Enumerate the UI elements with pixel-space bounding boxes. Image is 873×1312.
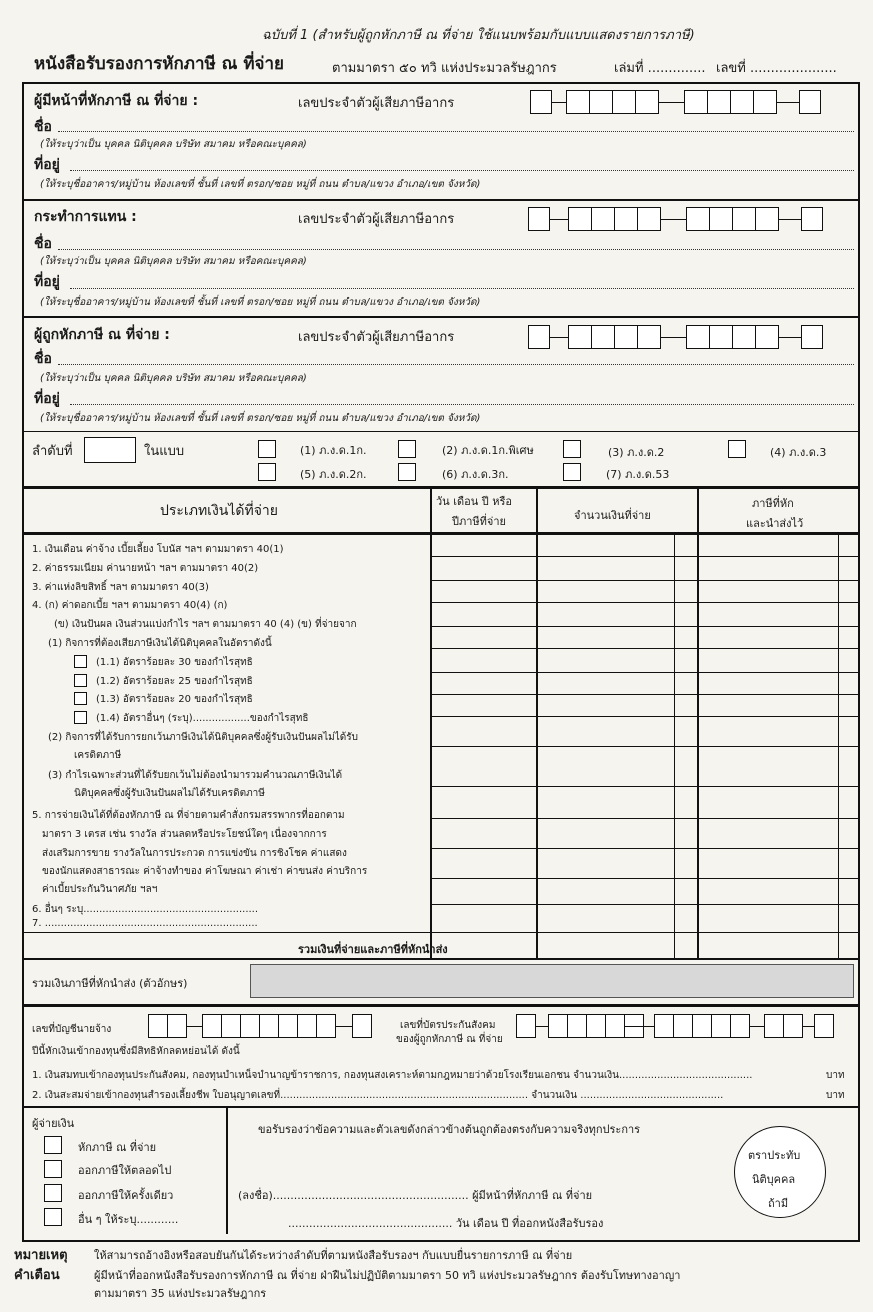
income-row: เครดิตภาษี (74, 750, 122, 761)
income-row: 3. ค่าแห่งลิขสิทธิ์ ฯลฯ ตามมาตรา 40(3) (32, 582, 209, 593)
total-words-label: รวมเงินภาษีที่หักนำส่ง (ตัวอักษร) (32, 977, 188, 990)
signature-line[interactable]: (ลงชื่อ)........................................................ ผู้มีหน้าที่หักภาษี ณ ที่จ่าย (238, 1189, 593, 1202)
stamp-text: นิติบุคคล (752, 1173, 796, 1186)
note-label: หมายเหตุ (14, 1248, 68, 1263)
form-option-label: (4) ภ.ง.ด.3 (770, 446, 827, 459)
form-option-label: (6) ภ.ง.ด.3ก. (442, 468, 509, 481)
name-field[interactable] (58, 249, 854, 250)
social-security-label-2: ของผู้ถูกหักภาษี ณ ที่จ่าย (396, 1034, 503, 1045)
col-amount-header: จำนวนเงินที่จ่าย (574, 509, 651, 522)
income-row: (3) กำไรเฉพาะส่วนที่ได้รับยกเว้นไม่ต้องนำมารวมคำนวณภาษีเงินได้ (48, 770, 343, 781)
payer-option-checkbox[interactable] (44, 1208, 62, 1226)
form-option-checkbox[interactable] (398, 463, 416, 481)
name-hint: (ให้ระบุว่าเป็น บุคคล นิติบุคคล บริษัท สมาคม หรือคณะบุคคล) (40, 256, 307, 267)
income-row: (1) กิจการที่ต้องเสียภาษีเงินได้นิติบุคคลในอัตราดังนี้ (48, 638, 272, 649)
sequence-label: ลำดับที่ (32, 444, 73, 459)
address-field[interactable] (70, 170, 854, 171)
form-option-checkbox[interactable] (258, 440, 276, 458)
rate-checkbox[interactable] (74, 674, 87, 687)
payer-option-label: ออกภาษีให้ครั้งเดียว (78, 1189, 174, 1202)
col-type-header: ประเภทเงินได้ที่จ่าย (160, 503, 278, 519)
warning-text-2: ตามมาตรา 35 แห่งประมวลรัษฎากร (94, 1287, 267, 1300)
rate-checkbox[interactable] (74, 711, 87, 724)
rate-checkbox[interactable] (74, 655, 87, 668)
in-form-label: ในแบบ (144, 444, 185, 459)
tax-id-label: เลขประจำตัวผู้เสียภาษีอากร (298, 330, 455, 345)
note-text: ให้สามารถอ้างอิงหรือสอบยันกันได้ระหว่างลำดับที่ตามหนังสือรับรองฯ กับแบบยื่นรายการภาษี ณ ที่จ่าย (94, 1249, 573, 1262)
form-option-checkbox[interactable] (563, 463, 581, 481)
address-hint: (ให้ระบุชื่ออาคาร/หมู่บ้าน ห้องเลขที่ ชั้นที่ เลขที่ ตรอก/ซอย หมู่ที่ ถนน ตำบล/แขวง อำเภอ/เขต จังหวัด) (40, 297, 481, 308)
copy-note: ฉบับที่ 1 (สำหรับผู้ถูกหักภาษี ณ ที่จ่าย ใช้แนบพร้อมกับแบบแสดงรายการภาษี) (262, 28, 695, 43)
payer-option-checkbox[interactable] (44, 1160, 62, 1178)
funds-intro: ปีนี้หักเงินเข้ากองทุนซึ่งมีสิทธิหักลดหย่อนได้ ดังนี้ (32, 1046, 240, 1057)
address-field[interactable] (70, 288, 854, 289)
form-option-checkbox[interactable] (563, 440, 581, 458)
form-option-checkbox[interactable] (258, 463, 276, 481)
baht-label: บาท (826, 1070, 845, 1081)
income-row: 2. ค่าธรรมเนียม ค่านายหน้า ฯลฯ ตามมาตรา 40(2) (32, 563, 259, 574)
payer-option-checkbox[interactable] (44, 1184, 62, 1202)
income-row: ของนักแสดงสาธารณะ ค่าจ้างทำของ ค่าโฆษณา ค่าเช่า ค่าขนส่ง ค่าบริการ (42, 866, 368, 877)
form-option-checkbox[interactable] (398, 440, 416, 458)
warning-label: คำเตือน (14, 1268, 60, 1283)
income-row: 6. อื่นๆ ระบุ....................................................... (32, 904, 259, 915)
fund-line-2: 2. เงินสะสมจ่ายเข้ากองทุนสำรองเลี้ยงชีพ ใบอนุญาตเลขที่.............................................................................. จำนวนเงิน ............................................. (32, 1090, 724, 1101)
form-option-label: (7) ภ.ง.ด.53 (606, 468, 670, 481)
stamp-text: ตราประทับ (748, 1149, 801, 1162)
doc-number-field[interactable]: เลขที่ ..................... (716, 61, 837, 76)
name-hint: (ให้ระบุว่าเป็น บุคคล นิติบุคคล บริษัท สมาคม หรือคณะบุคคล) (40, 139, 307, 150)
social-security-label: เลขที่บัตรประกันสังคม (400, 1020, 496, 1031)
income-row: ค่าเบี้ยประกันวินาศภัย ฯลฯ (42, 884, 158, 895)
rate-checkbox[interactable] (74, 692, 87, 705)
income-row: (1.1) อัตราร้อยละ 30 ของกำไรสุทธิ (96, 657, 253, 668)
book-number-field[interactable]: เล่มที่ .............. (614, 61, 706, 76)
col-tax-header-2: และนำส่งไว้ (746, 517, 804, 530)
income-row: 1. เงินเดือน ค่าจ้าง เบี้ยเลี้ยง โบนัส ฯลฯ ตามมาตรา 40(1) (32, 544, 284, 555)
section-title: ผู้ถูกหักภาษี ณ ที่จ่าย : (34, 327, 170, 343)
law-reference: ตามมาตรา ๕๐ ทวิ แห่งประมวลรัษฎากร (332, 61, 557, 76)
form-option-checkbox[interactable] (728, 440, 746, 458)
baht-label: บาท (826, 1090, 845, 1101)
income-row: (ข) เงินปันผล เงินส่วนแบ่งกำไร ฯลฯ ตามมาตรา 40 (4) (ข) ที่จ่ายจาก (54, 619, 357, 630)
tax-id-label: เลขประจำตัวผู้เสียภาษีอากร (298, 96, 455, 111)
certify-text: ขอรับรองว่าข้อความและตัวเลขดังกล่าวข้างต้นถูกต้องตรงกับความจริงทุกประการ (258, 1123, 641, 1136)
payer-title: ผู้จ่ายเงิน (32, 1117, 75, 1130)
income-row: (1.2) อัตราร้อยละ 25 ของกำไรสุทธิ (96, 676, 253, 687)
warning-text: ผู้มีหน้าที่ออกหนังสือรับรองการหักภาษี ณ ที่จ่าย ฝ่าฝืนไม่ปฏิบัติตามมาตรา 50 ทวิ แห่งประมวลรัษฎากร ต้องรับโทษทางอาญา (94, 1269, 681, 1282)
name-label: ชื่อ (34, 351, 52, 367)
income-row: 7. ................................................................... (32, 918, 258, 929)
address-label: ที่อยู่ (34, 391, 60, 407)
fund-line-1: 1. เงินสมทบเข้ากองทุนประกันสังคม, กองทุนบำเหน็จบำนาญข้าราชการ, กองทุนสงเคราะห์ตามกฎหมายว่าด้วยโรงเรียนเอกชน จำนวนเงิน.......................................... (32, 1070, 753, 1081)
income-row: ส่งเสริมการขาย รางวัลในการประกวด การแข่งขัน การชิงโชค ค่าแสดง (42, 848, 347, 859)
form-option-label: (5) ภ.ง.ด.2ก. (300, 468, 367, 481)
income-row: มาตรา 3 เตรส เช่น รางวัล ส่วนลดหรือประโยชน์ใดๆ เนื่องจากการ (42, 829, 327, 840)
payer-option-checkbox[interactable] (44, 1136, 62, 1154)
income-row: (1.3) อัตราร้อยละ 20 ของกำไรสุทธิ (96, 694, 253, 705)
income-row: (2) กิจการที่ได้รับการยกเว้นภาษีเงินได้นิติบุคคลซึ่งผู้รับเงินปันผลไม่ได้รับ (48, 732, 359, 743)
name-label: ชื่อ (34, 119, 52, 135)
payer-option-label: ออกภาษีให้ตลอดไป (78, 1164, 172, 1177)
name-field[interactable] (58, 364, 854, 365)
employer-account-label: เลขที่บัญชีนายจ้าง (32, 1024, 112, 1035)
form-option-label: (3) ภ.ง.ด.2 (608, 446, 665, 459)
form-option-label: (1) ภ.ง.ด.1ก. (300, 444, 367, 457)
name-hint: (ให้ระบุว่าเป็น บุคคล นิติบุคคล บริษัท สมาคม หรือคณะบุคคล) (40, 373, 307, 384)
issue-date-line[interactable]: ............................................... วัน เดือน ปี ที่ออกหนังสือรับรอง (288, 1217, 604, 1230)
payer-option-label: อื่น ๆ ให้ระบุ............ (78, 1213, 179, 1226)
address-hint: (ให้ระบุชื่ออาคาร/หมู่บ้าน ห้องเลขที่ ชั้นที่ เลขที่ ตรอก/ซอย หมู่ที่ ถนน ตำบล/แขวง อำเภอ/เขต จังหวัด) (40, 179, 481, 190)
payer-option-label: หักภาษี ณ ที่จ่าย (78, 1141, 157, 1154)
address-field[interactable] (70, 404, 854, 405)
stamp-text: ถ้ามี (768, 1197, 789, 1210)
col-tax-header: ภาษีที่หัก (752, 497, 794, 510)
form-option-label: (2) ภ.ง.ด.1ก.พิเศษ (442, 444, 534, 457)
name-label: ชื่อ (34, 236, 52, 252)
income-row: (1.4) อัตราอื่นๆ (ระบุ)..................ของกำไรสุทธิ (96, 713, 309, 724)
address-label: ที่อยู่ (34, 274, 60, 290)
col-date-header-2: ปีภาษีที่จ่าย (452, 515, 506, 528)
income-row: 5. การจ่ายเงินได้ที่ต้องหักภาษี ณ ที่จ่ายตามคำสั่งกรมสรรพากรที่ออกตาม (32, 810, 345, 821)
sequence-input[interactable] (84, 437, 136, 463)
total-label: รวมเงินที่จ่ายและภาษีที่หักนำส่ง (298, 943, 448, 956)
tax-id-label: เลขประจำตัวผู้เสียภาษีอากร (298, 212, 455, 227)
income-row: นิติบุคคลซึ่งผู้รับเงินปันผลไม่ได้รับเครดิตภาษี (74, 788, 265, 799)
address-hint: (ให้ระบุชื่ออาคาร/หมู่บ้าน ห้องเลขที่ ชั้นที่ เลขที่ ตรอก/ซอย หมู่ที่ ถนน ตำบล/แขวง อำเภอ/เขต จังหวัด) (40, 413, 481, 424)
total-words-field[interactable] (250, 964, 854, 998)
page-title: หนังสือรับรองการหักภาษี ณ ที่จ่าย (34, 54, 284, 74)
address-label: ที่อยู่ (34, 157, 60, 173)
section-title: ผู้มีหน้าที่หักภาษี ณ ที่จ่าย : (34, 93, 199, 109)
section-title: กระทำการแทน : (34, 209, 137, 225)
name-field[interactable] (58, 131, 854, 132)
income-row: 4. (ก) ค่าดอกเบี้ย ฯลฯ ตามมาตรา 40(4) (ก) (32, 600, 228, 611)
col-date-header: วัน เดือน ปี หรือ (436, 495, 512, 508)
